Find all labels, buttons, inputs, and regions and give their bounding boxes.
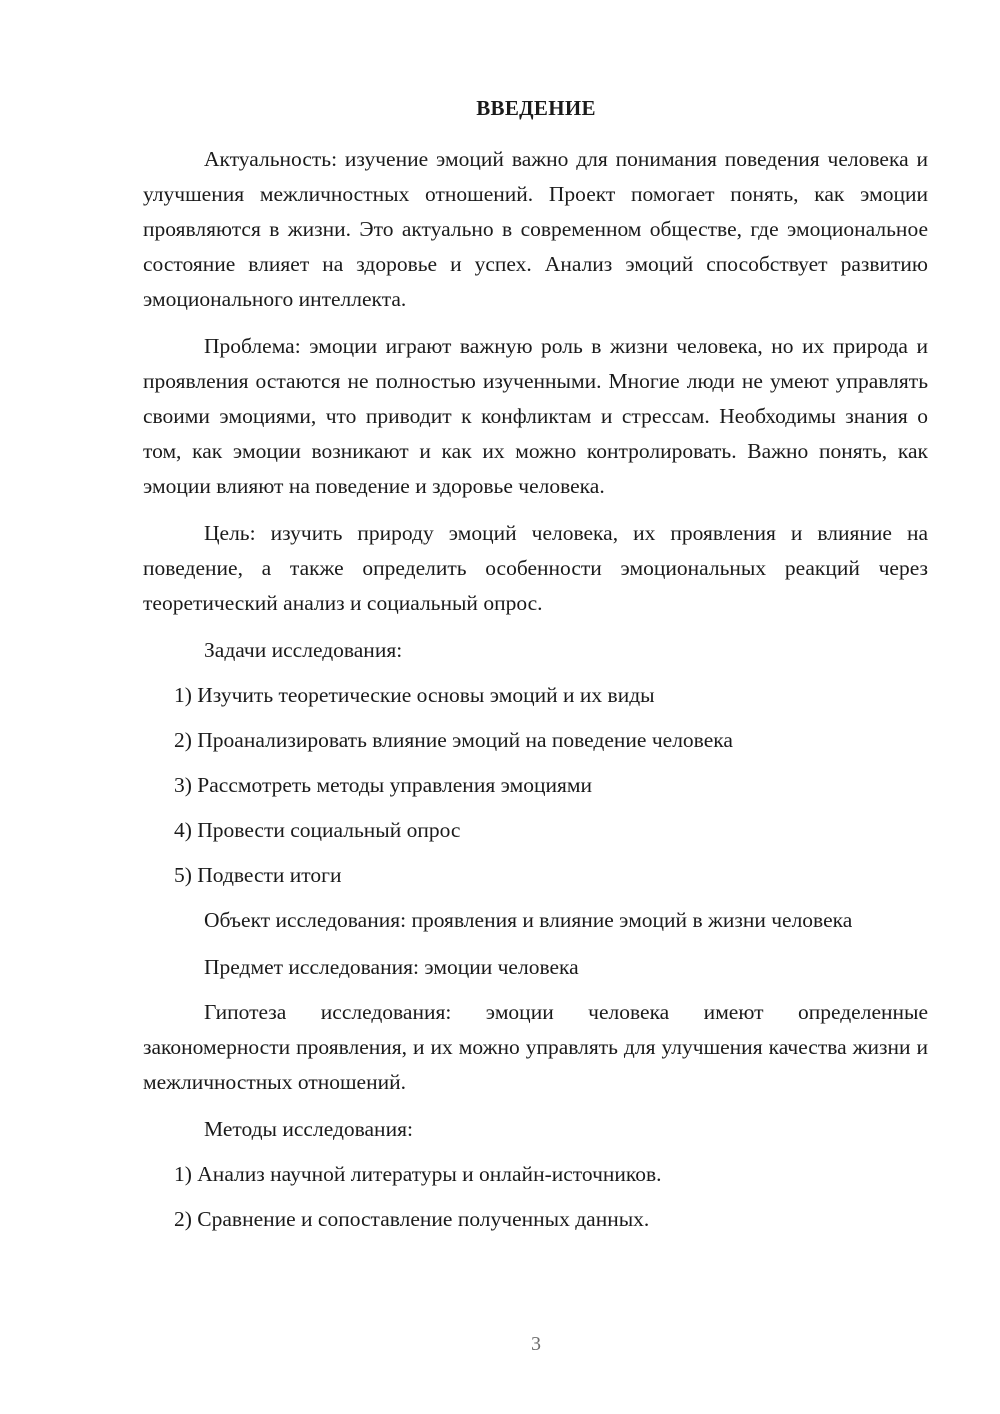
problem-paragraph: Проблема: эмоции играют важную роль в жизни человека, но их природа и проявления остаются не полностью изученными. Многие люди не умеют управлять своими эмоциями, что приводит к конфликтам и стрессам. Необходимы знания о том, как эмоции возникают и как их можно контролировать. Важно понять, как эмоции влияют на поведение и здоровье человека. — [143, 334, 928, 498]
hypothesis-paragraph: Гипотеза исследования: эмоции человека имеют определенные закономерности проявления, и их можно управлять для улучшения качества жизни и межличностных отношений. — [143, 1000, 928, 1094]
tasks-list — [143, 678, 928, 893]
relevance-paragraph: Актуальность: изучение эмоций важно для понимания поведения человека и улучшения межличностных отношений. Проект помогает понять, как эмоции проявляются в жизни. Это актуально в современном обществе, где эмоциональное состояние влияет на здоровье и успех. Анализ эмоций способствует развитию эмоционального интеллекта. — [143, 147, 928, 311]
page-number: 3 — [531, 1333, 541, 1355]
methods-list — [143, 1157, 928, 1237]
methods-heading: Методы исследования: — [204, 1117, 413, 1141]
task-item: 4) Провести социальный опрос — [174, 818, 461, 842]
goal-paragraph: Цель: изучить природу эмоций человека, их проявления и влияние на поведение, а также определить особенности эмоциональных реакций через теоретический анализ и социальный опрос. — [143, 521, 928, 615]
method-item: 1) Анализ научной литературы и онлайн-источников. — [174, 1162, 662, 1186]
tasks-heading: Задачи исследования: — [204, 638, 403, 662]
document-body — [143, 142, 928, 1247]
task-item: 1) Изучить теоретические основы эмоций и их виды — [174, 683, 655, 707]
object-paragraph: Объект исследования: проявления и влияние эмоций в жизни человека — [204, 908, 853, 932]
task-item: 5) Подвести итоги — [174, 863, 342, 887]
method-item: 2) Сравнение и сопоставление полученных данных. — [174, 1207, 650, 1231]
task-item: 3) Рассмотреть методы управления эмоциями — [174, 773, 592, 797]
page-title: ВВЕДЕНИЕ — [476, 96, 596, 120]
task-item: 2) Проанализировать влияние эмоций на поведение человека — [174, 728, 733, 752]
subject-paragraph: Предмет исследования: эмоции человека — [204, 955, 579, 979]
